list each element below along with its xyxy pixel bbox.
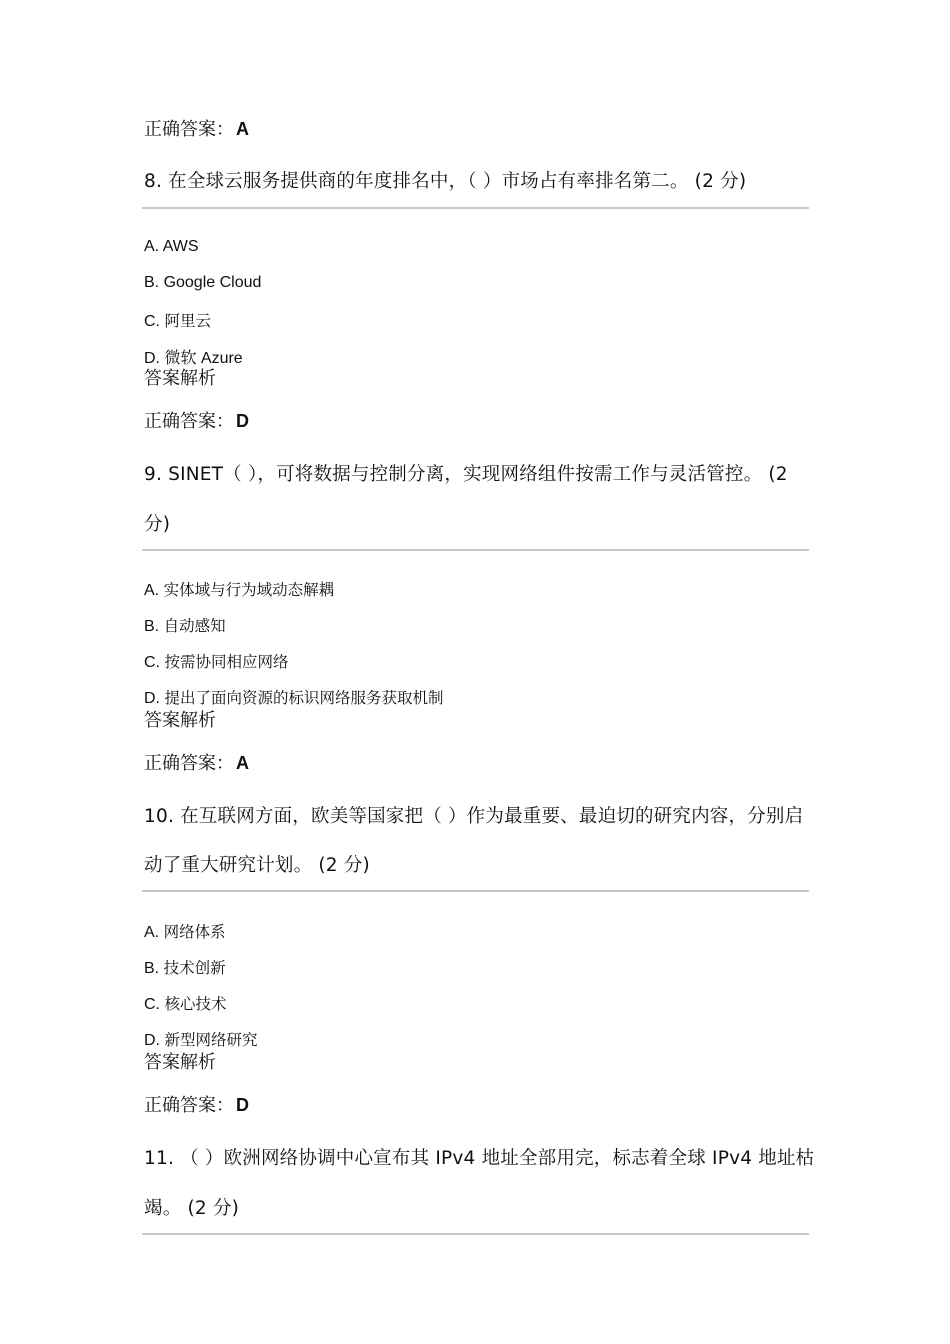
option-c[interactable] [144,309,211,331]
option-a[interactable] [144,238,199,256]
answer-value: D [236,1095,249,1115]
answer-analysis-link[interactable]: 答案解析 [144,710,216,731]
option-text: 网络体系 [163,923,226,941]
divider [142,549,809,551]
divider [142,207,809,209]
option-text: 按需协同相应网络 [164,653,289,671]
option-text: 微软 Azure [164,350,243,367]
option-text: 自动感知 [163,617,226,635]
question-9-text: 9. SINET（ ），可将数据与控制分离，实现网络组件按需工作与灵活管控。 (2 [144,464,788,485]
correct-answer-q8 [144,407,249,433]
option-b[interactable] [144,614,226,636]
question-11-text: 11. （ ）欧洲网络协调中心宣布其 IPv4 地址全部用完，标志着全球 IPv4 地址枯 [144,1148,815,1169]
divider [142,1233,809,1235]
option-letter: B. [144,960,164,977]
option-letter: D. [144,1032,165,1049]
option-letter: D. [144,350,165,367]
option-text: Google Cloud [163,274,262,291]
option-a[interactable] [144,920,226,942]
option-d[interactable] [144,1028,257,1050]
correct-answer-q10 [144,1091,249,1117]
option-letter: A. [144,582,164,599]
question-10-text: 10. 在互联网方面，欧美等国家把（ ）作为最重要、最迫切的研究内容，分别启 [144,806,804,827]
answer-label: 正确答案： [144,1095,234,1116]
correct-answer-q9 [144,749,249,775]
option-a[interactable] [144,578,334,600]
option-text: 实体域与行为域动态解耦 [163,581,335,599]
option-text: 提出了面向资源的标识网络服务获取机制 [164,689,444,707]
option-letter: C. [144,654,165,671]
option-letter: B. [144,274,164,291]
answer-analysis-link[interactable]: 答案解析 [144,368,216,389]
answer-value: A [236,753,249,773]
option-letter: D. [144,690,165,707]
answer-label: 正确答案： [144,119,234,140]
correct-answer-q7 [144,115,249,141]
answer-value: D [236,411,249,431]
option-text: 阿里云 [164,312,211,330]
answer-label: 正确答案： [144,411,234,432]
option-c[interactable] [144,650,288,672]
option-text: AWS [162,238,199,255]
option-b[interactable] [144,274,261,292]
answer-label: 正确答案： [144,753,234,774]
question-9-text-cont: 分) [144,514,171,535]
divider [142,890,809,892]
option-letter: A. [144,238,163,255]
option-b[interactable] [144,956,226,978]
option-letter: A. [144,924,164,941]
question-10-text-cont: 动了重大研究计划。 (2 分) [144,855,370,876]
answer-value: A [236,119,249,139]
question-8-text: 8. 在全球云服务提供商的年度排名中，（ ）市场占有率排名第二。 (2 分) [144,171,747,192]
option-text: 核心技术 [164,995,227,1013]
option-letter: B. [144,618,164,635]
answer-analysis-link[interactable]: 答案解析 [144,1052,216,1073]
question-11-text-cont: 竭。 (2 分) [144,1198,240,1219]
option-letter: C. [144,313,165,330]
option-letter: C. [144,996,165,1013]
option-text: 技术创新 [163,959,226,977]
option-d[interactable] [144,686,443,708]
option-text: 新型网络研究 [164,1031,258,1049]
option-c[interactable] [144,992,226,1014]
